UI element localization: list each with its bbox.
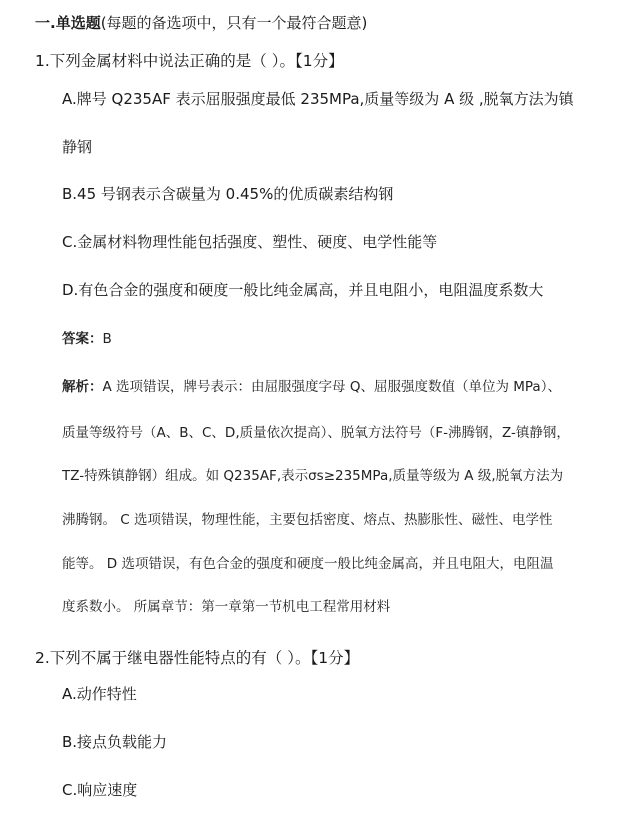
question-2-option-b: B.接点负载能力 <box>62 733 168 751</box>
question-1-option-b: B.45 号钢表示含碳量为 0.45%的优质碳素结构钢 <box>62 185 394 203</box>
section-title <box>35 16 367 31</box>
analysis-label: 解析： <box>62 379 103 395</box>
question-2-option-a: A.动作特性 <box>62 685 137 703</box>
question-1-analysis-line6: 度系数小。 所属章节：第一章第一节机电工程常用材料 <box>62 599 391 615</box>
question-2-stem: 2.下列不属于继电器性能特点的有（ ）。【1分】 <box>35 649 360 667</box>
question-1-option-d: D.有色合金的强度和硬度一般比纯金属高，并且电阻小，电阻温度系数大 <box>62 281 544 299</box>
question-1-option-a-line1: A.牌号 Q235AF 表示屈服强度最低 235MPa,质量等级为 A 级 ,脱氧方法为镇 <box>62 90 574 108</box>
question-2-option-c: C.响应速度 <box>62 781 138 799</box>
question-1-stem: 1.下列金属材料中说法正确的是（ ）。【1分】 <box>35 52 344 70</box>
question-1-analysis-line4: 沸腾钢。 C 选项错误，物理性能，主要包括密度、熔点、热膨胀性、磁性、电学性 <box>62 512 553 528</box>
section-title-note: (每题的备选项中，只有一个最符合题意) <box>100 14 368 32</box>
question-1-option-a-line2: 静钢 <box>62 138 93 156</box>
answer-value: B <box>102 331 112 347</box>
answer-label: 答案： <box>62 331 103 347</box>
section-title-bold: 一.单选题 <box>35 14 101 32</box>
question-1-analysis-line1 <box>62 381 561 395</box>
question-1-option-c: C.金属材料物理性能包括强度、塑性、硬度、电学性能等 <box>62 233 438 251</box>
question-1-analysis-line3: TZ-特殊镇静钢）组成。如 Q235AF,表示σs≥235MPa,质量等级为 A 级,脱氧方法为 <box>62 468 564 484</box>
question-1-analysis-line2: 质量等级符号（A、B、C、D,质量依次提高）、脱氧方法符号（F-沸腾钢，Z-镇静钢， <box>62 425 570 441</box>
question-1-analysis-line5: 能等。 D 选项错误，有色合金的强度和硬度一般比纯金属高，并且电阻大，电阻温 <box>62 556 554 572</box>
analysis-text: A 选项错误，牌号表示：由屈服强度字母 Q、屈服强度数值（单位为 MPa）、 <box>102 379 561 395</box>
question-1-answer <box>62 333 112 347</box>
